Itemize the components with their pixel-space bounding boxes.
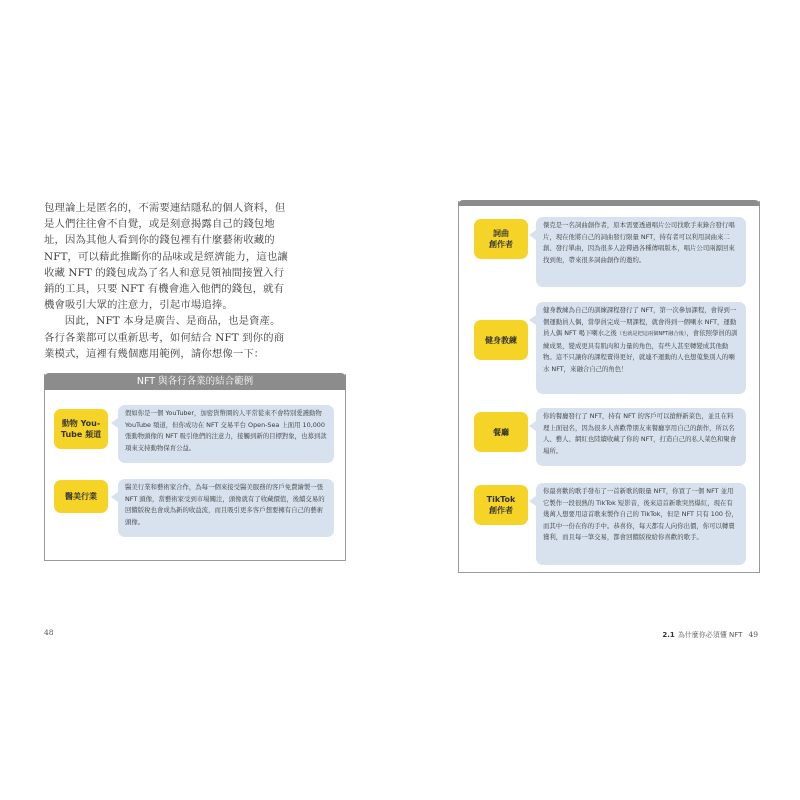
- tag-songwriter: [474, 219, 528, 259]
- example-songwriter: [536, 217, 746, 287]
- example-text: 醫美行業和藝術家合作，為每一個來接受醫美服務的客戶免費繪製一張 NFT 頭像，當藝術家受到市場關注，頭像就有了收藏價值，後續交易的回饋版稅也會成為新的收益流，而且吸引更多客戶想要擁有自己的藝術頭像。: [125, 483, 325, 526]
- page-number-left: 48: [44, 628, 54, 637]
- page-number-right: 49: [748, 630, 758, 639]
- tag-restaurant: [474, 412, 528, 452]
- panel-cap: [458, 200, 760, 206]
- tag-fitness-coach: [474, 320, 528, 360]
- example-text: 你的餐廳發行了 NFT，持有 NFT 的客戶可以搶鮮新菜色，並且在料理上面冠名，因為很多人喜歡帶朋友來餐廳享用自己的創作，所以名人、藝人、網紅也陸續收藏了你的 NFT，打造自己的私人菜色和聚會場所。: [543, 412, 737, 455]
- running-title: 為什麼你必須懂 NFT: [677, 631, 743, 639]
- example-medical-beauty: [118, 479, 334, 537]
- example-tiktok-creator: [536, 483, 746, 565]
- tag-medical-beauty: [54, 480, 108, 513]
- tag-label: 醫美行業: [65, 492, 97, 501]
- example-text: 傑克是一名詞曲創作者，原本需要透過唱片公司找歌手來錄合發行唱片，現在他將自己的詞曲發行限量 NFT，持有者可以利用詞曲來二創、發行單曲，因為很多人詮釋過各種傳唱版本，唱片公司兩源回來找到他，帶來很多詞曲創作的邀約。: [543, 221, 735, 264]
- tag-tiktok-creator: [474, 485, 528, 525]
- section-number: 2.1: [662, 631, 675, 639]
- tag-youtube-channel: [54, 409, 108, 449]
- example-restaurant: [536, 408, 746, 466]
- example-note: （也就是把這兩個NFT融合後）: [616, 331, 687, 338]
- example-text-end: ，會依照學員的訓練成果，變成更具有肌肉和力量的角色，有些人甚至轉變成其他動物。這不只讓你的課程賣得更好，就連不運動的人也想蒐集別人的喇水 NFT，來融合自己的角色！: [543, 329, 738, 373]
- panel-title: NFT 與各行各業的結合範例: [44, 373, 346, 390]
- tag-label: 動物 You- Tube 頻道: [60, 419, 102, 439]
- tag-label: 詞曲 創作者: [489, 229, 513, 249]
- body-text: [44, 200, 290, 362]
- paragraph: 因此，NFT 本身是廣告、是商品，也是資產。各行各業都可以重新思考，如何結合 NFT 到你的商業模式，這裡有幾個應用範例，請你想像一下：: [44, 315, 285, 360]
- page-footer: [662, 630, 758, 640]
- tag-label: TikTok 創作者: [486, 495, 516, 515]
- example-text: 假如你是一個 YouTuber，加密貨幣圈的人平常從來不會特別愛護動物 YouTube 頻道，但你成功在 NFT 交易平台 Open-Sea 上面用 10,000 張動物頭像的 NFT 吸引他們的注意力，接觸到新的目標對象，也募到款項來支持動物保育公益。: [125, 409, 327, 452]
- example-text: 你最喜歡的歌手發布了一首新歌的限量 NFT，你買了一個 NFT 並用它製作一段很熱的 TikTok 短影音，後來這首新歌突然爆紅，現在有幾萬人想要用這首歌來製作自己的 TikTok，但是 NFT 只有 100 份，而其中一份在你的手中。恭喜你，每天都有人向你出價，你可以轉賣獲利，而且每一筆交易，都會回饋版稅給你喜歡的歌手。: [543, 487, 738, 542]
- tag-label: 餐廳: [493, 427, 509, 437]
- example-text: 健身教練為自己的訓練課程發行了 NFT，第一次參加課程，會得到一個運動員人偶，當學員完成一期課程，就會得到一個喇水 NFT，運動員人偶 NFT 喝下喇水之後: [543, 306, 737, 338]
- example-youtube: [118, 405, 334, 463]
- tag-label: 健身教練: [485, 335, 517, 345]
- paragraph: 包理論上是匿名的，不需要連結隱私的個人資料，但是人們往往會不自覺，或是刻意揭露自己的錢包地址，因為其他人看到你的錢包裡有什麼藝術收藏的 NFT，可以藉此推斷你的品味或是經濟能力，這也讓收藏 NFT 的錢包成為了名人和意見領袖間接置入行銷的工具，只要 NFT 有機會進入他們的錢包，就有機會吸引大眾的注意力，引起市場追捧。: [44, 202, 288, 312]
- example-fitness-coach: [536, 302, 746, 394]
